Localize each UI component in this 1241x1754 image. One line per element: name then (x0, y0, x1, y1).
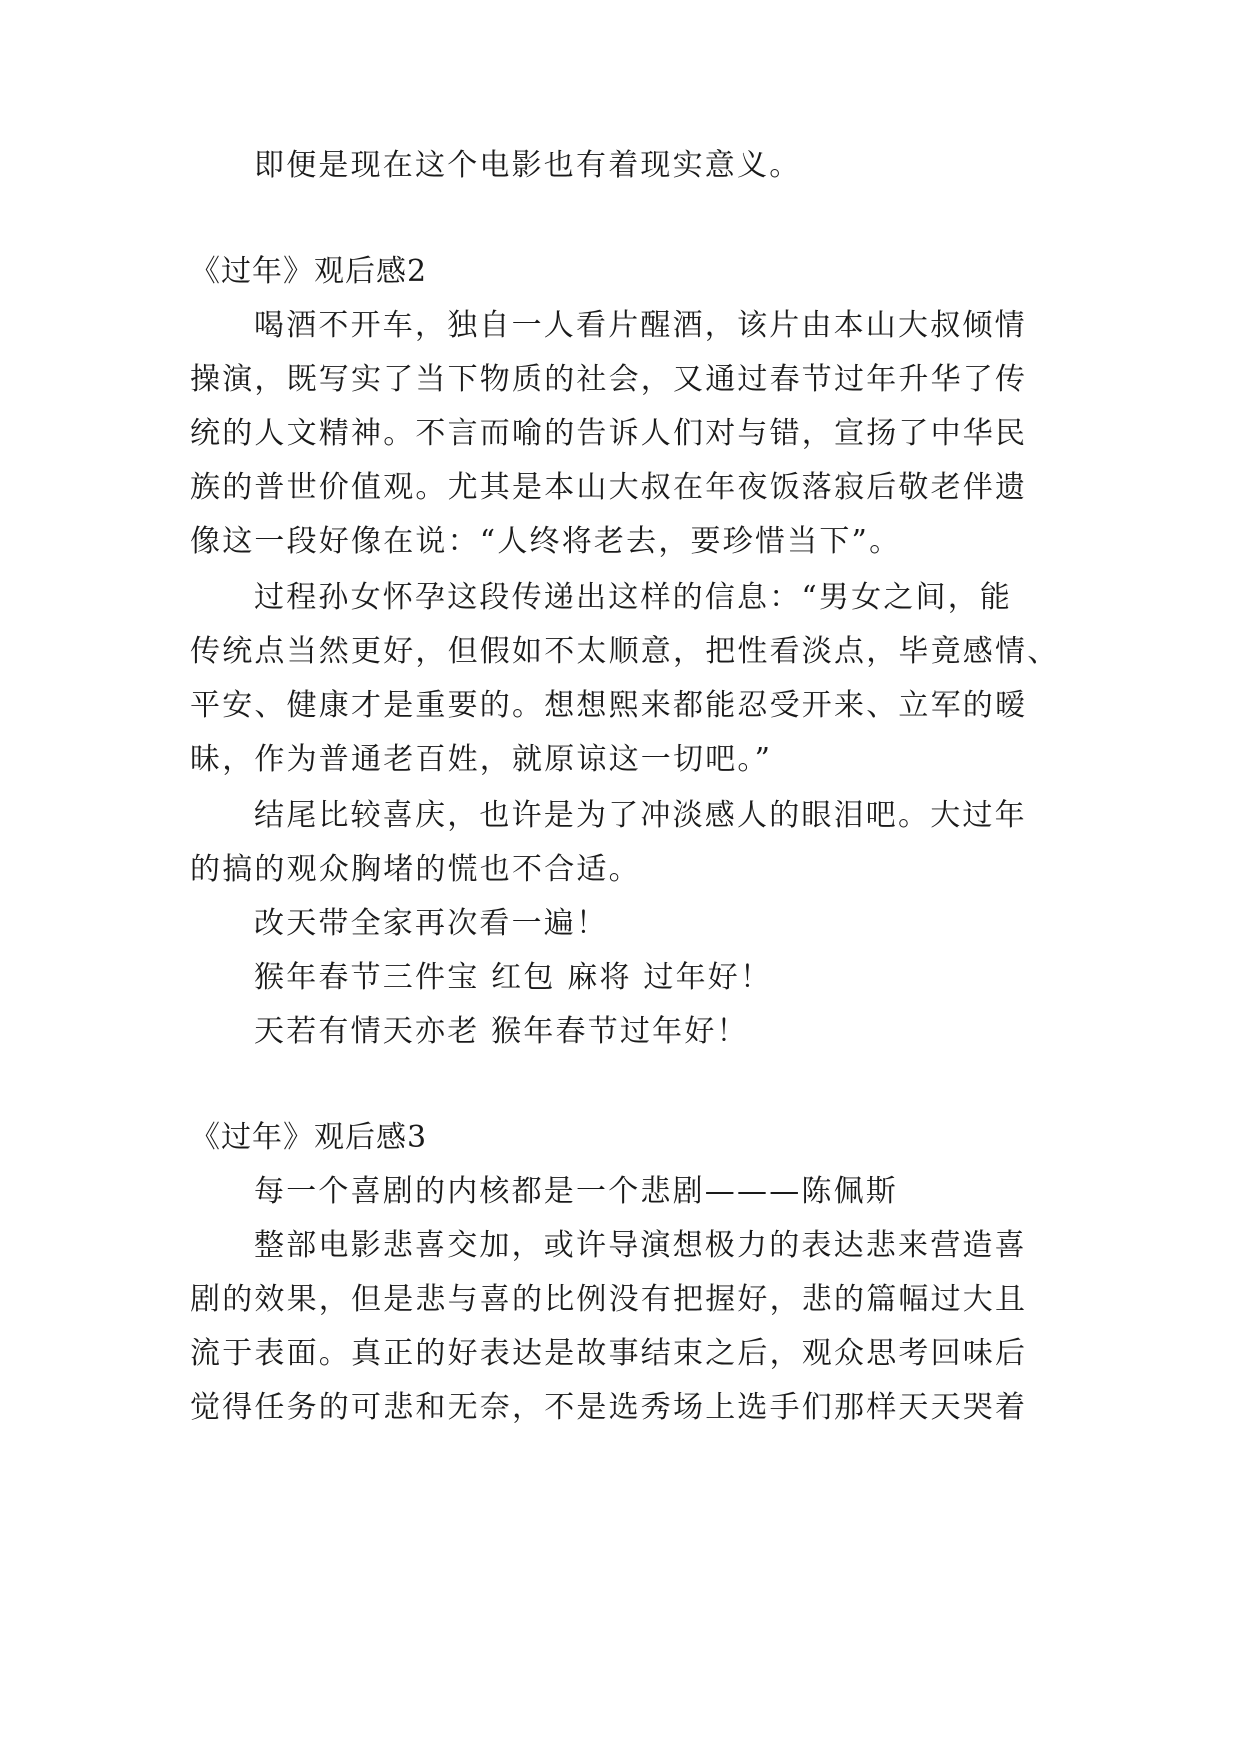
section2-title: 《过年》观后感2 (190, 254, 428, 289)
section2-p3-line1: 结尾比较喜庆，也许是为了冲淡感人的眼泪吧。大过年 (254, 798, 1027, 833)
section2-p2-line3: 平安、健康才是重要的。想想熙来都能忍受开来、立军的暧 (190, 688, 1028, 723)
section2-p1-line5: 像这一段好像在说：“人终将老去，要珍惜当下”。 (190, 524, 902, 559)
section2-p1-line2: 操演，既写实了当下物质的社会，又通过春节过年升华了传 (190, 362, 1028, 397)
section3-p1-line2: 剧的效果，但是悲与喜的比例没有把握好，悲的篇幅过大且 (190, 1282, 1028, 1317)
section2-p1-line4: 族的普世价值观。尤其是本山大叔在年夜饭落寂后敬老伴遗 (190, 470, 1028, 505)
section3-p1-line4: 觉得任务的可悲和无奈，不是选秀场上选手们那样天天哭着 (190, 1390, 1028, 1425)
section3-p1-line1: 整部电影悲喜交加，或许导演想极力的表达悲来营造喜 (254, 1228, 1027, 1263)
section2-line4: 改天带全家再次看一遍！ (254, 906, 609, 941)
section2-p1-line1: 喝酒不开车，独自一人看片醒酒，该片由本山大叔倾情 (254, 308, 1027, 343)
intro-line: 即便是现在这个电影也有着现实意义。 (254, 148, 802, 183)
section2-p1-line3: 统的人文精神。不言而喻的告诉人们对与错，宣扬了中华民 (190, 416, 1028, 451)
section2-p2-line4: 昧，作为普通老百姓，就原谅这一切吧。” (190, 742, 773, 777)
section3-p1-line3: 流于表面。真正的好表达是故事结束之后，观众思考回味后 (190, 1336, 1028, 1371)
section2-p2-line2: 传统点当然更好，但假如不太顺意，把性看淡点，毕竟感情、 (190, 634, 1060, 669)
section2-p2-line1: 过程孙女怀孕这段传递出这样的信息：“男女之间，能 (254, 580, 1013, 615)
section3-title: 《过年》观后感3 (190, 1120, 428, 1155)
section2-line6: 天若有情天亦老 猴年春节过年好！ (254, 1014, 749, 1049)
section3-quote: 每一个喜剧的内核都是一个悲剧———陈佩斯 (254, 1174, 898, 1209)
section2-line5: 猴年春节三件宝 红包 麻将 过年好！ (254, 960, 773, 995)
section2-p3-line2: 的搞的观众胸堵的慌也不合适。 (190, 852, 641, 887)
